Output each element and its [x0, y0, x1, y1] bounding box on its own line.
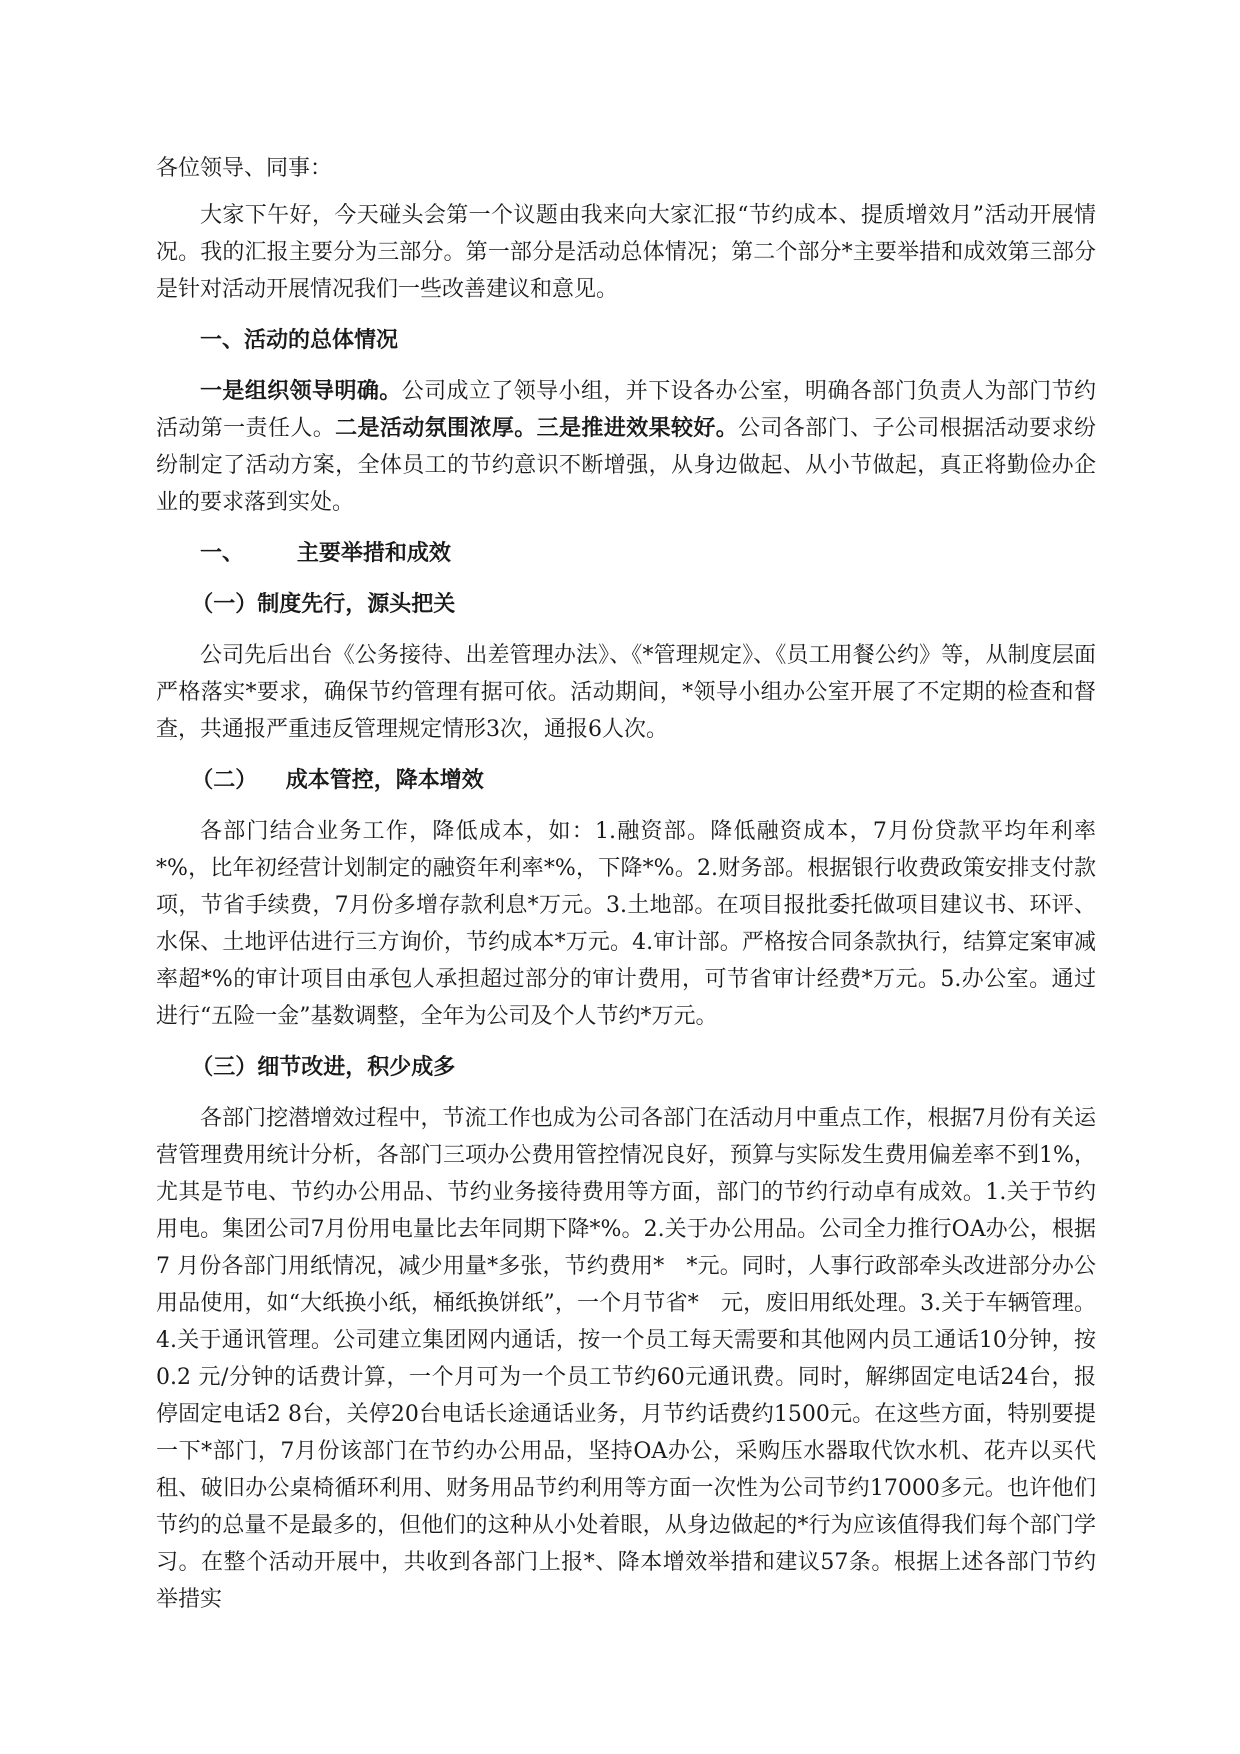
subsection2-title-num: （二）: [191, 767, 258, 793]
subsection1-body: 公司先后出台《公务接待、出差管理办法》、《*管理规定》、《员工用餐公约》等，从制度层面严格落实*要求，确保节约管理有据可依。活动期间，*领导小组办公室开展了不定期的检查和督查，共通报严重违反管理规定情形3次，通报6人次。: [156, 643, 1096, 742]
subsection2-body: 各部门结合业务工作，降低成本，如：1.融资部。降低融资成本，7月份贷款平均年利率*%，比年初经营计划制定的融资年利率*%，下降*%。2.财务部。根据银行收费政策安排支付款项，节省手续费，7月份多增存款利息*万元。3.土地部。在项目报批委托做项目建议书、环评、水保、土地评估进行三方询价，节约成本*万元。4.审计部。严格按合同条款执行，结算定案审减率超*%的审计项目由承包人承担超过部分的审计费用，可节省审计经费*万元。5.办公室。通过进行“五险一金”基数调整，全年为公司及个人节约*万元。: [156, 819, 1096, 1029]
section1-heading: 一、活动的总体情况: [200, 327, 399, 353]
greeting: 各位领导、同事：: [156, 156, 333, 181]
document-page: [156, 150, 1096, 1632]
subsection3-title: （三）细节改进，积少成多: [191, 1054, 456, 1080]
section1-paragraph: [156, 373, 1096, 521]
section1-lead2: 二是活动氛围浓厚。: [335, 415, 537, 441]
intro-paragraph: 大家下午好，今天碰头会第一个议题由我来向大家汇报“节约成本、提质增效月”活动开展情况。我的汇报主要分为三部分。第一部分是活动总体情况；第二个部分*主要举措和成效第三部分是针对活动开展情况我们一些改善建议和意见。: [156, 203, 1096, 302]
section1-lead3: 三是推进效果较好。: [536, 415, 739, 441]
section2-heading-text: 主要举措和成效: [296, 540, 451, 566]
section1-text1: 公司成立了领导小组，并下设各办公室，明确各部门负责人为部门节约活动第一责任人。: [156, 379, 1096, 441]
subsection2-title-text: 成本管控，降本增效: [285, 767, 484, 793]
section2-heading-num: 一、: [200, 540, 245, 566]
section1-text3: 公司各部门、子公司根据活动要求纷纷制定了活动方案，全体员工的节约意识不断增强，从身边做起、从小节做起，真正将勤俭办企业的要求落到实处。: [156, 416, 1096, 515]
subsection1-title: （一）制度先行，源头把关: [191, 591, 456, 617]
subsection3-body: 各部门挖潜增效过程中，节流工作也成为公司各部门在活动月中重点工作，根据7月份有关运营管理费用统计分析，各部门三项办公费用管控情况良好，预算与实际发生费用偏差率不到1%，尤其是节电、节约办公用品、节约业务接待费用等方面，部门的节约行动卓有成效。1.关于节约用电。集团公司7月份用电量比去年同期下降*%。2.关于办公用品。公司全力推行OA办公，根据7 月份各部门用纸情况，减少用量*多张，节约费用* *元。同时，人事行政部牵头改进部分办公用品使用，如“大纸换小纸，桶纸换饼纸”，一个月节省* 元，废旧用纸处理。3.关于车辆管理。4.关于通讯管理。公司建立集团网内通话，按一个员工每天需要和其他网内员工通话10分钟，按0.2 元/分钟的话费计算，一个月可为一个员工节约60元通讯费。同时，解绑固定电话24台，报停固定电话2 8台，关停20台电话长途通话业务，月节约话费约1500元。在这些方面，特别要提一下*部门，7月份该部门在节约办公用品，坚持OA办公，采购压水器取代饮水机、花卉以买代租、破旧办公桌椅循环利用、财务用品节约利用等方面一次性为公司节约17000多元。也许他们节约的总量不是最多的，但他们的这种从小处着眼，从身边做起的*行为应该值得我们每个部门学习。在整个活动开展中，共收到各部门上报*、降本增效举措和建议57条。根据上述各部门节约举措实: [156, 1106, 1096, 1612]
section1-lead1: 一是组织领导明确。: [200, 378, 402, 404]
section2-heading: [156, 535, 1096, 572]
subsection2-title: [156, 762, 1096, 799]
